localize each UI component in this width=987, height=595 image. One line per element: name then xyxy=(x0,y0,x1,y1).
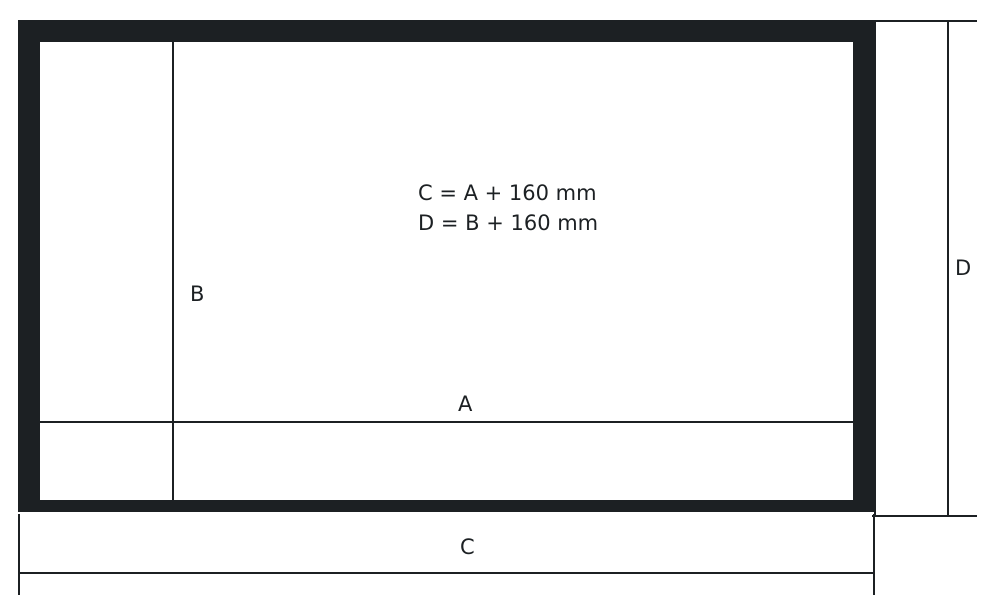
label-b: B xyxy=(190,282,205,306)
horizontal-divider-line xyxy=(40,421,853,423)
label-a: A xyxy=(458,392,473,416)
screen-viewing-area xyxy=(40,42,853,500)
formula-line-c: C = A + 160 mm xyxy=(418,181,597,205)
dimension-d-tick-bottom xyxy=(872,515,977,517)
vertical-divider-line xyxy=(172,42,174,500)
label-c: C xyxy=(460,535,475,559)
dimension-c-line xyxy=(18,572,875,574)
label-d: D xyxy=(955,256,972,280)
dimension-c-tick-right xyxy=(873,514,875,595)
formula-text xyxy=(418,178,598,239)
dimension-d-line xyxy=(947,20,949,517)
dimension-d-tick-top xyxy=(872,20,977,22)
dimension-d-extension-line xyxy=(874,20,876,517)
formula-line-d: D = B + 160 mm xyxy=(418,211,599,236)
dimension-c-tick-left xyxy=(18,514,20,595)
